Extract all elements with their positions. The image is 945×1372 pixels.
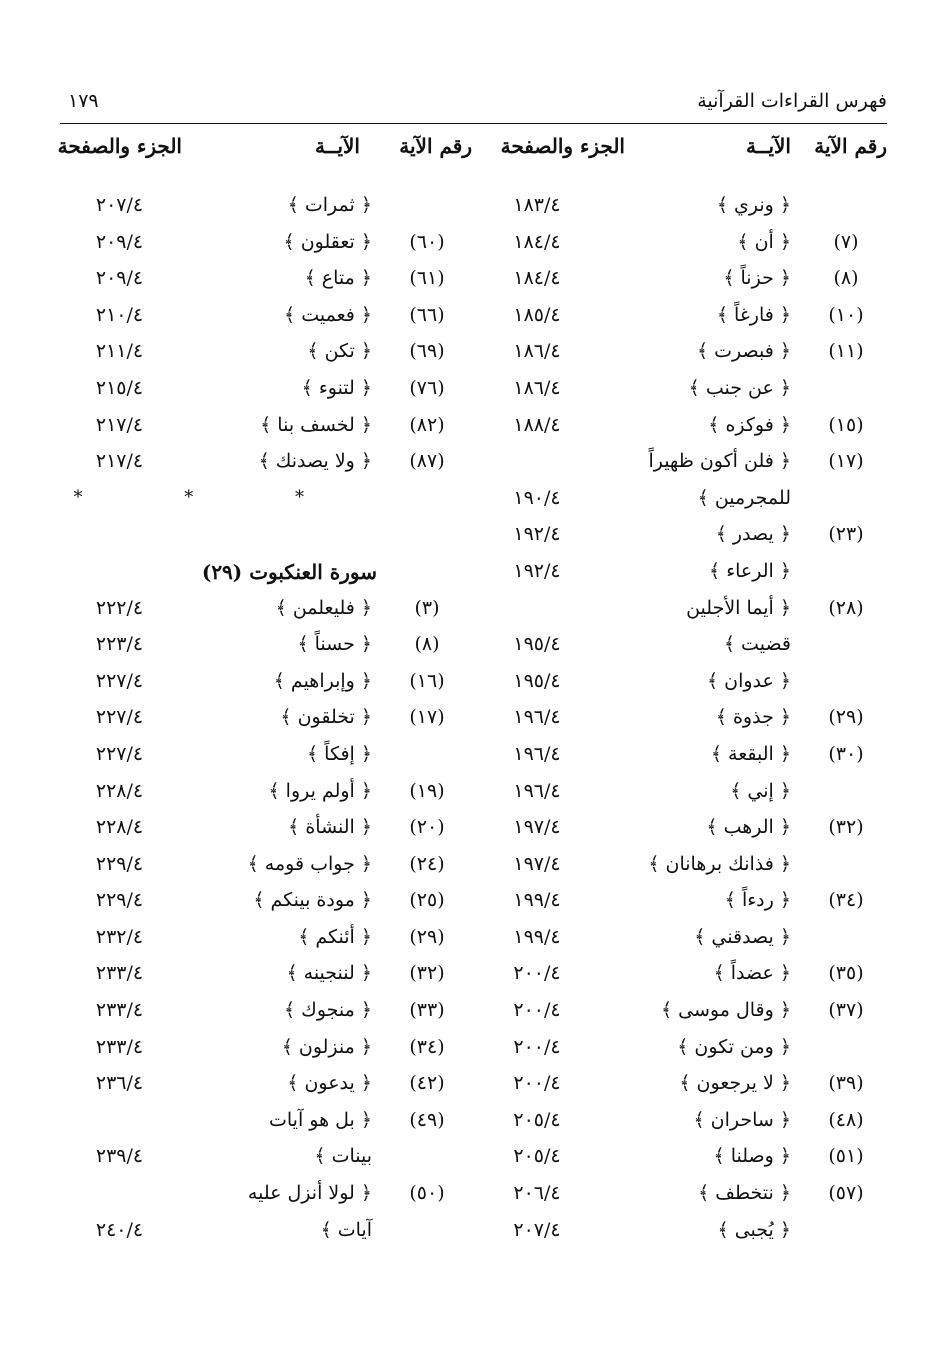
verse-text: ﴿ لا يرجعون ﴾ xyxy=(679,1072,791,1095)
verse-text: ﴿ جذوة ﴾ xyxy=(715,706,791,729)
verse-text: ﴿ متاع ﴾ xyxy=(304,267,372,290)
verse-text: ﴿ أولم يروا ﴾ xyxy=(268,779,372,802)
index-row xyxy=(60,958,472,995)
verse-number: (١٠) xyxy=(828,303,864,326)
volume-page-ref: ١٩٦/٤ xyxy=(513,742,561,765)
verse-text: ﴿ أيما الأجلين xyxy=(686,596,791,619)
verse-number: (٣٤) xyxy=(409,1035,445,1058)
index-row xyxy=(467,995,887,1032)
volume-page-ref: ٢١٧/٤ xyxy=(95,450,144,473)
header-verse: الآيــة xyxy=(315,134,360,158)
volume-page-ref: ٢٠٦/٤ xyxy=(513,1182,561,1205)
index-rows-left xyxy=(60,190,472,1251)
verse-text: ﴿ النشأة ﴾ xyxy=(288,816,372,839)
index-row xyxy=(467,300,887,337)
volume-page-ref: ١٨٥/٤ xyxy=(513,303,561,326)
verse-text: ﴿ لتنوء ﴾ xyxy=(301,376,372,399)
volume-page-ref: ٢٣٩/٤ xyxy=(95,1145,144,1168)
volume-page-ref: ٢٠٥/٤ xyxy=(513,1108,561,1131)
verse-text: ﴿ فوكزه ﴾ xyxy=(708,413,791,436)
volume-page-ref: ١٨٤/٤ xyxy=(513,230,561,253)
column-header xyxy=(57,130,472,174)
verse-text: ﴿ عدوان ﴾ xyxy=(706,669,791,692)
volume-page-ref: ٢٠٠/٤ xyxy=(513,1072,561,1095)
verse-number: (٣٣) xyxy=(409,999,445,1022)
verse-text: ﴿ ونري ﴾ xyxy=(716,194,791,216)
verse-text: ﴿ فبصرت ﴾ xyxy=(696,340,791,363)
verse-number: (٦١) xyxy=(409,267,445,290)
index-row xyxy=(467,556,887,593)
verse-text: ﴿ مودة بينكم ﴾ xyxy=(253,889,372,912)
verse-number: (٣٤) xyxy=(828,889,864,912)
verse-number: (٢٩) xyxy=(828,706,864,729)
volume-page-ref: ٢٠٥/٤ xyxy=(513,1145,561,1168)
verse-text: ﴿ ثمرات ﴾ xyxy=(287,194,372,216)
index-row xyxy=(467,666,887,703)
verse-text: ﴿ وإبراهيم ﴾ xyxy=(273,669,372,692)
index-row xyxy=(467,446,887,483)
verse-number: (٨٧) xyxy=(409,450,445,473)
surah-heading: سورة العنكبوت (٢٩) xyxy=(201,559,377,584)
index-row xyxy=(467,1141,887,1178)
index-row xyxy=(467,336,887,373)
volume-page-ref: ٢٢٣/٤ xyxy=(95,633,144,656)
index-row xyxy=(467,227,887,264)
index-row xyxy=(60,373,472,410)
verse-text: ﴿ عضداً ﴾ xyxy=(713,962,791,985)
verse-text: ﴿ منجوك ﴾ xyxy=(284,999,372,1022)
verse-number: (٣٠) xyxy=(828,742,864,765)
volume-page-ref: ١٩٧/٤ xyxy=(513,816,561,839)
index-row xyxy=(60,300,472,337)
verse-number: (١٧) xyxy=(828,450,864,473)
verse-number: (٧) xyxy=(833,230,859,253)
volume-page-ref: ٢٣٦/٤ xyxy=(95,1072,144,1095)
index-row xyxy=(467,1215,887,1252)
verse-text: ﴿ عن جنب ﴾ xyxy=(688,376,791,399)
verse-number: (١٧) xyxy=(409,706,445,729)
verse-text: ﴿ لننجينه ﴾ xyxy=(286,962,372,985)
index-row xyxy=(467,885,887,922)
verse-number: (٣٩) xyxy=(828,1072,864,1095)
index-row xyxy=(60,1068,472,1105)
index-row xyxy=(60,1032,472,1069)
index-row xyxy=(60,1141,472,1178)
verse-text: ﴿ يُجبى ﴾ xyxy=(717,1218,791,1241)
verse-number: (٨٢) xyxy=(409,413,445,436)
verse-text: بينات ﴾ xyxy=(314,1145,372,1168)
header-volume-page: الجزء والصفحة xyxy=(500,134,625,158)
index-row xyxy=(60,446,472,483)
index-row xyxy=(467,629,887,666)
volume-page-ref: ٢٠٧/٤ xyxy=(95,194,144,216)
volume-page-ref: ٢٢٨/٤ xyxy=(95,816,144,839)
index-row xyxy=(467,1032,887,1069)
section-separator: * * * xyxy=(73,486,352,508)
volume-page-ref: ٢٢٧/٤ xyxy=(95,742,144,765)
page-header xyxy=(60,88,887,122)
index-row xyxy=(467,263,887,300)
header-verse-number: رقم الآية xyxy=(814,134,887,158)
volume-page-ref: ٢٠٩/٤ xyxy=(95,267,144,290)
volume-page-ref: ٢٢٢/٤ xyxy=(95,596,144,619)
verse-number: (٣) xyxy=(414,596,440,619)
index-row xyxy=(60,666,472,703)
volume-page-ref: ١٩٠/٤ xyxy=(513,486,561,509)
index-row xyxy=(467,1105,887,1142)
volume-page-ref: ١٩٩/٤ xyxy=(513,889,561,912)
verse-number: (٨) xyxy=(414,633,440,656)
verse-text: ﴿ تخلقون ﴾ xyxy=(280,706,372,729)
verse-number: (١١) xyxy=(828,340,864,363)
verse-number: (١٩) xyxy=(409,779,445,802)
verse-text: ﴿ تعقلون ﴾ xyxy=(283,230,372,253)
index-row xyxy=(467,1068,887,1105)
verse-text: ﴿ لولا أنزل عليه xyxy=(247,1182,372,1205)
verse-text: ﴿ نتخطف ﴾ xyxy=(698,1182,791,1205)
verse-text: ﴿ وصلنا ﴾ xyxy=(713,1145,791,1168)
index-row xyxy=(60,995,472,1032)
verse-text: ﴿ بل هو آيات xyxy=(268,1108,372,1131)
index-row xyxy=(467,410,887,447)
volume-page-ref: ٢٢٩/٤ xyxy=(95,889,144,912)
index-row xyxy=(467,373,887,410)
column-header xyxy=(467,130,887,174)
verse-number: (٤٢) xyxy=(409,1072,445,1095)
verse-text: قضيت ﴾ xyxy=(723,633,791,656)
index-column-right xyxy=(467,130,887,1270)
verse-text: ﴿ ومن تكون ﴾ xyxy=(677,1035,791,1058)
verse-number: (٣٢) xyxy=(828,816,864,839)
verse-text: ﴿ حسناً ﴾ xyxy=(297,633,372,656)
volume-page-ref: ٢٠٠/٤ xyxy=(513,999,561,1022)
verse-text: ﴿ ساحران ﴾ xyxy=(693,1108,791,1131)
volume-page-ref: ٢٠٩/٤ xyxy=(95,230,144,253)
verse-text: للمجرمين ﴾ xyxy=(697,486,791,509)
header-rule xyxy=(60,123,887,124)
volume-page-ref: ١٩٥/٤ xyxy=(513,633,561,656)
verse-number: (٣٧) xyxy=(828,999,864,1022)
index-row xyxy=(467,812,887,849)
verse-text: ﴿ يصدقني ﴾ xyxy=(694,925,791,948)
index-rows-right xyxy=(467,190,887,1251)
index-row xyxy=(60,410,472,447)
index-row xyxy=(60,849,472,886)
verse-text: ﴿ حزناً ﴾ xyxy=(723,267,791,290)
volume-page-ref: ١٩٩/٤ xyxy=(513,925,561,948)
verse-text: ﴿ يصدر ﴾ xyxy=(715,523,791,546)
index-row xyxy=(467,593,887,630)
index-row xyxy=(60,227,472,264)
volume-page-ref: ١٨٦/٤ xyxy=(513,376,561,399)
verse-number: (٣٢) xyxy=(409,962,445,985)
verse-text: ﴿ فلن أكون ظهيراً xyxy=(648,450,791,473)
verse-text: ﴿ إفكاً ﴾ xyxy=(307,742,372,765)
volume-page-ref: ٢٠٠/٤ xyxy=(513,962,561,985)
verse-text: ﴿ منزلون ﴾ xyxy=(281,1035,372,1058)
volume-page-ref: ١٩٢/٤ xyxy=(513,559,561,582)
page-number: ١٧٩ xyxy=(68,90,99,112)
verse-text: ﴿ فليعلمن ﴾ xyxy=(275,596,372,619)
verse-text: ﴿ جواب قومه ﴾ xyxy=(247,852,372,875)
volume-page-ref: ٢٤٠/٤ xyxy=(95,1218,144,1241)
volume-page-ref: ١٨٣/٤ xyxy=(513,194,561,216)
verse-number: (٣٥) xyxy=(828,962,864,985)
index-row xyxy=(60,556,472,593)
index-row xyxy=(60,1105,472,1142)
index-row xyxy=(60,812,472,849)
verse-number: (٢٥) xyxy=(409,889,445,912)
verse-text: ﴿ فارغاً ﴾ xyxy=(716,303,791,326)
index-row xyxy=(60,336,472,373)
volume-page-ref: ٢١٠/٤ xyxy=(95,303,144,326)
index-row xyxy=(60,776,472,813)
verse-text: ﴿ لخسف بنا ﴾ xyxy=(260,413,372,436)
verse-text: ﴿ أن ﴾ xyxy=(737,230,791,253)
index-row xyxy=(467,958,887,995)
volume-page-ref: ٢٣٣/٤ xyxy=(95,999,144,1022)
index-row xyxy=(467,776,887,813)
header-verse-number: رقم الآية xyxy=(399,134,472,158)
volume-page-ref: ٢٠٠/٤ xyxy=(513,1035,561,1058)
verse-number: (٢٠) xyxy=(409,816,445,839)
index-row xyxy=(60,483,472,520)
index-row xyxy=(467,922,887,959)
volume-page-ref: ٢٢٧/٤ xyxy=(95,669,144,692)
verse-number: (٢٤) xyxy=(409,852,445,875)
volume-page-ref: ١٩٦/٤ xyxy=(513,779,561,802)
verse-text: ﴿ أئنكم ﴾ xyxy=(298,925,372,948)
index-row xyxy=(467,739,887,776)
volume-page-ref: ١٩٦/٤ xyxy=(513,706,561,729)
header-verse: الآيــة xyxy=(746,134,791,158)
index-row xyxy=(467,483,887,520)
index-row xyxy=(60,190,472,227)
verse-text: ﴿ الرهب ﴾ xyxy=(706,816,791,839)
index-row xyxy=(60,519,472,556)
volume-page-ref: ٢٣٢/٤ xyxy=(95,925,144,948)
verse-number: (٧٦) xyxy=(409,376,445,399)
volume-page-ref: ٢٢٧/٤ xyxy=(95,706,144,729)
verse-number: (٢٨) xyxy=(828,596,864,619)
index-row xyxy=(60,739,472,776)
verse-number: (١٥) xyxy=(828,413,864,436)
verse-number: (٢٣) xyxy=(828,523,864,546)
verse-text: ﴿ تكن ﴾ xyxy=(307,340,372,363)
index-column-left xyxy=(57,130,472,1270)
volume-page-ref: ١٩٢/٤ xyxy=(513,523,561,546)
index-row xyxy=(467,849,887,886)
verse-text: ﴿ البقعة ﴾ xyxy=(710,742,791,765)
volume-page-ref: ١٨٦/٤ xyxy=(513,340,561,363)
verse-text: ﴿ يدعون ﴾ xyxy=(287,1072,372,1095)
header-volume-page: الجزء والصفحة xyxy=(57,134,182,158)
volume-page-ref: ٢٢٩/٤ xyxy=(95,852,144,875)
index-row xyxy=(60,593,472,630)
verse-text: ﴿ ولا يصدنك ﴾ xyxy=(258,450,372,473)
volume-page-ref: ٢٣٣/٤ xyxy=(95,1035,144,1058)
index-row xyxy=(467,702,887,739)
volume-page-ref: ١٨٤/٤ xyxy=(513,267,561,290)
volume-page-ref: ٢١١/٤ xyxy=(95,340,144,363)
index-row xyxy=(60,922,472,959)
volume-page-ref: ٢١٧/٤ xyxy=(95,413,144,436)
index-row xyxy=(467,519,887,556)
verse-text: ﴿ الرعاء ﴾ xyxy=(709,559,791,582)
volume-page-ref: ٢٠٧/٤ xyxy=(513,1218,561,1241)
index-row xyxy=(60,702,472,739)
verse-number: (٦٦) xyxy=(409,303,445,326)
verse-number: (٤٩) xyxy=(409,1108,445,1131)
index-row xyxy=(60,1215,472,1252)
volume-page-ref: ٢٣٣/٤ xyxy=(95,962,144,985)
verse-number: (٥٧) xyxy=(828,1182,864,1205)
verse-text: ﴿ وقال موسى ﴾ xyxy=(661,999,791,1022)
index-row xyxy=(467,190,887,227)
verse-text: ﴿ إني ﴾ xyxy=(730,779,791,802)
verse-text: ﴿ فعميت ﴾ xyxy=(284,303,372,326)
verse-text: ﴿ فذانك برهانان ﴾ xyxy=(648,852,791,875)
volume-page-ref: ١٨٨/٤ xyxy=(513,413,561,436)
verse-number: (٢٩) xyxy=(409,925,445,948)
verse-number: (٦٩) xyxy=(409,340,445,363)
index-row xyxy=(60,629,472,666)
volume-page-ref: ٢٢٨/٤ xyxy=(95,779,144,802)
volume-page-ref: ١٩٥/٤ xyxy=(513,669,561,692)
verse-number: (٤٨) xyxy=(828,1108,864,1131)
index-row xyxy=(60,1178,472,1215)
index-row xyxy=(60,263,472,300)
volume-page-ref: ١٩٧/٤ xyxy=(513,852,561,875)
index-row xyxy=(467,1178,887,1215)
verse-number: (٦٠) xyxy=(409,230,445,253)
verse-number: (٨) xyxy=(833,267,859,290)
verse-number: (٥١) xyxy=(828,1145,864,1168)
verse-number: (١٦) xyxy=(409,669,445,692)
index-row xyxy=(60,885,472,922)
verse-number: (٥٠) xyxy=(409,1182,445,1205)
running-title: فهرس القراءات القرآنية xyxy=(697,90,887,112)
verse-text: ﴿ ردءاً ﴾ xyxy=(724,889,791,912)
verse-text: آيات ﴾ xyxy=(320,1218,372,1241)
volume-page-ref: ٢١٥/٤ xyxy=(95,376,144,399)
